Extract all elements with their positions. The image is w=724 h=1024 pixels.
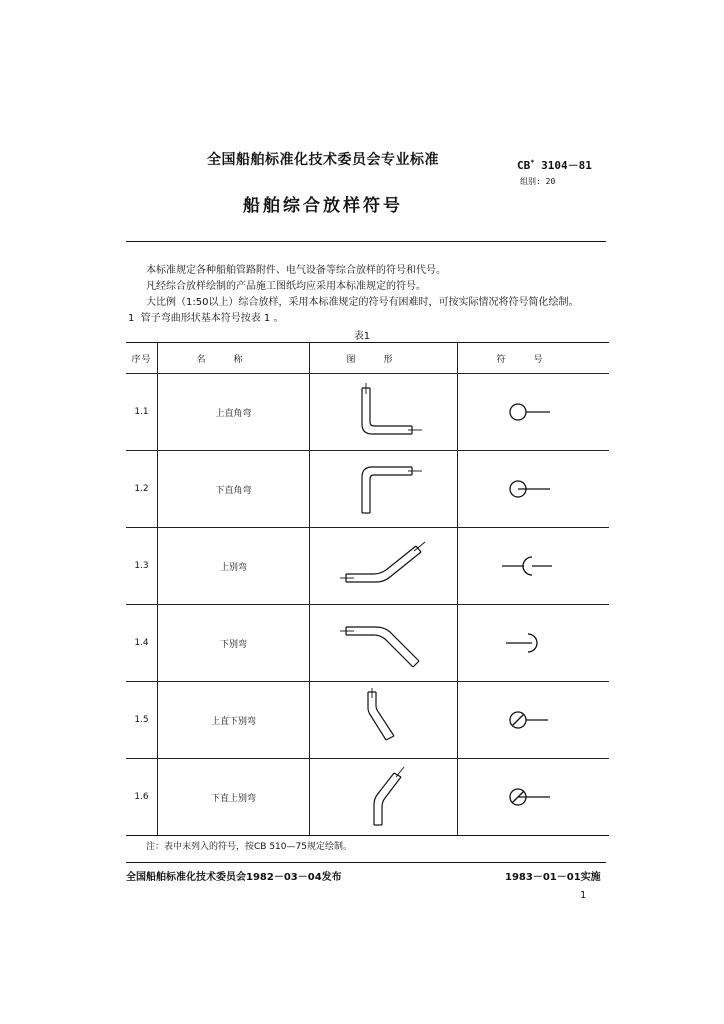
effective-date: 1983－01－01实施 xyxy=(505,872,601,883)
row-symbol xyxy=(458,451,610,528)
intro-paragraph-3: 大比例（1:50以上）综合放样，采用本标准规定的符号有困难时，可按实际情况将符号简化绘制。 xyxy=(146,297,579,308)
table-row xyxy=(126,451,609,528)
intro-paragraph-2: 凡经综合放样绘制的产品施工图纸均应采用本标准规定的符号。 xyxy=(146,281,426,292)
header-figure: 图形 xyxy=(310,343,458,374)
top-rule xyxy=(126,241,606,242)
standard-star: * xyxy=(530,158,535,167)
row-name: 上直下别弯 xyxy=(158,682,310,759)
row-figure xyxy=(310,605,458,682)
circle-diagonal-line-symbol xyxy=(494,777,574,817)
table-row xyxy=(126,528,609,605)
document-title: 船舶综合放样符号 xyxy=(243,196,403,216)
pipe-down-straight-up-offset-figure xyxy=(324,765,444,829)
row-number: 1.5 xyxy=(126,682,158,759)
standard-number: 3104－81 xyxy=(534,159,592,172)
table-caption: 表1 xyxy=(353,331,371,342)
arc-open-left-symbol xyxy=(494,546,574,586)
row-figure xyxy=(310,682,458,759)
row-symbol xyxy=(458,528,610,605)
section-heading xyxy=(128,309,283,324)
table-row xyxy=(126,374,609,451)
page-number: 1 xyxy=(580,890,587,901)
standard-prefix: CB xyxy=(517,159,531,172)
section-text: 管子弯曲形状基本符号按表 1 。 xyxy=(140,313,284,324)
table-row xyxy=(126,759,609,836)
arc-open-right-symbol xyxy=(494,623,574,663)
row-number: 1.3 xyxy=(126,528,158,605)
row-number: 1.2 xyxy=(126,451,158,528)
row-name: 下直角弯 xyxy=(158,451,310,528)
row-name: 下别弯 xyxy=(158,605,310,682)
table-row xyxy=(126,682,609,759)
section-number: 1 xyxy=(128,313,135,324)
row-figure xyxy=(310,528,458,605)
header-symbol: 符号 xyxy=(458,343,610,374)
row-name: 上直角弯 xyxy=(158,374,310,451)
pipe-down-offset-figure xyxy=(324,611,444,675)
table-header-row xyxy=(126,343,609,374)
row-symbol xyxy=(458,759,610,836)
circle-diagonal-tail-symbol xyxy=(494,700,574,740)
row-number: 1.1 xyxy=(126,374,158,451)
circle-line-through-symbol xyxy=(494,469,574,509)
row-symbol xyxy=(458,374,610,451)
row-symbol xyxy=(458,682,610,759)
row-figure xyxy=(310,374,458,451)
row-number: 1.6 xyxy=(126,759,158,836)
circle-tail-right-symbol xyxy=(494,392,574,432)
row-name: 上别弯 xyxy=(158,528,310,605)
standard-code xyxy=(517,157,592,173)
symbol-table xyxy=(126,342,609,836)
header-name: 名称 xyxy=(158,343,310,374)
row-number: 1.4 xyxy=(126,605,158,682)
row-symbol xyxy=(458,605,610,682)
pipe-down-right-angle-figure xyxy=(324,457,444,521)
pipe-up-straight-down-offset-figure xyxy=(324,688,444,752)
row-name: 下直上别弯 xyxy=(158,759,310,836)
row-figure xyxy=(310,759,458,836)
table-note: 注：表中未列入的符号，按CB 510—75规定绘制。 xyxy=(146,842,352,852)
intro-paragraph-1: 本标准规定各种船舶管路附件、电气设备等综合放样的符号和代号。 xyxy=(146,265,446,276)
issuer-line: 全国船舶标准化技术委员会1982－03－04发布 xyxy=(126,872,342,883)
table-row xyxy=(126,605,609,682)
org-title: 全国船舶标准化技术委员会专业标准 xyxy=(207,152,439,168)
footer-rule xyxy=(126,862,606,863)
header-no: 序号 xyxy=(126,343,158,374)
pipe-up-offset-figure xyxy=(324,534,444,598)
standard-group: 组别: 20 xyxy=(520,177,556,186)
row-figure xyxy=(310,451,458,528)
pipe-up-right-angle-figure xyxy=(324,380,444,444)
